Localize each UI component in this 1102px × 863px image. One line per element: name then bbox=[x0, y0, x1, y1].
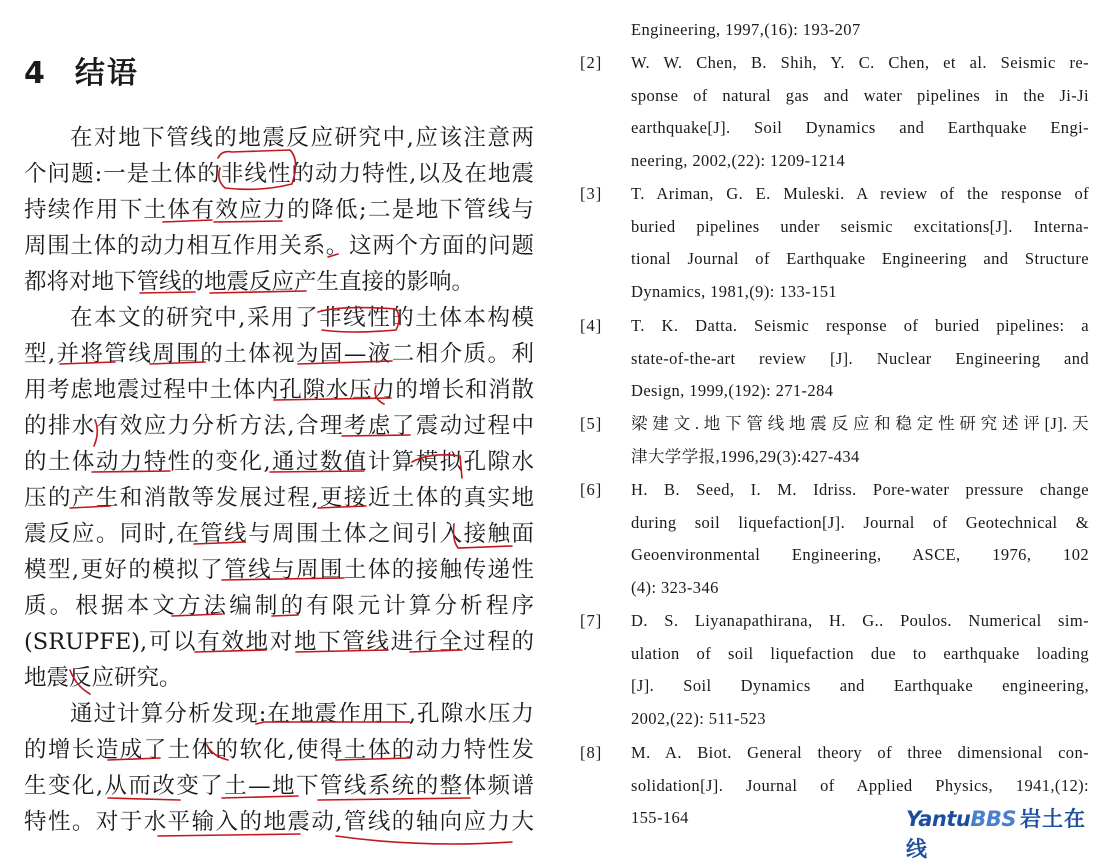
body-text-line: 通过计算分析发现:在地震作用下,孔隙水压力 bbox=[70, 701, 534, 727]
reference-text-line: D. S. Liyanapathirana, H. G.. Poulos. Numerical sim- bbox=[631, 611, 1089, 630]
reference-text-line: 津大学学报,1996,29(3):427-434 bbox=[631, 446, 860, 466]
reference-text-line: neering, 2002,(22): 1209-1214 bbox=[631, 150, 846, 170]
reference-number: [3] bbox=[580, 184, 603, 203]
body-text-line: 周围土体的动力相互作用关系。这两个方面的问题 bbox=[24, 233, 534, 259]
reference-text-line: solidation[J]. Journal of Applied Physics, 1941,(12): bbox=[631, 775, 1089, 795]
reference-text-line: Design, 1999,(192): 271-284 bbox=[631, 381, 834, 400]
watermark-text-bbs: BBS bbox=[970, 807, 1016, 831]
reference-number: [7] bbox=[580, 611, 603, 630]
reference-text-line: buried pipelines under seismic excitations[J]. Interna- bbox=[631, 216, 1089, 236]
reference-text-line: (4): 323-346 bbox=[631, 577, 719, 597]
references-column bbox=[578, 0, 1102, 850]
reference-number: [8] bbox=[580, 743, 603, 762]
reference-text-line: 155-164 bbox=[631, 808, 689, 827]
reference-text-line: during soil liquefaction[J]. Journal of Geotechnical & bbox=[631, 512, 1089, 532]
site-watermark-logo bbox=[906, 803, 1102, 863]
reference-number: [4] bbox=[580, 316, 603, 335]
body-text-line: 型,并将管线周围的土体视为固—液二相介质。利 bbox=[24, 341, 534, 367]
reference-text-line: T. K. Datta. Seismic response of buried pipelines: a bbox=[631, 316, 1089, 335]
reference-text-line: T. Ariman, G. E. Muleski. A review of the response of bbox=[631, 184, 1089, 203]
body-text-line: 个问题:一是土体的非线性的动力特性,以及在地震 bbox=[24, 161, 534, 187]
body-text-line: 质。根据本文方法编制的有限元计算分析程序 bbox=[24, 593, 534, 619]
reference-text-line: [J]. Soil Dynamics and Earthquake engineering, bbox=[631, 676, 1089, 695]
body-text-line: 模型,更好的模拟了管线与周围土体的接触传递性 bbox=[24, 557, 534, 583]
body-text-line: 在对地下管线的地震反应研究中,应该注意两 bbox=[70, 125, 534, 151]
body-text-line: 压的产生和消散等发展过程,更接近土体的真实地 bbox=[24, 485, 534, 511]
reference-text-line: Dynamics, 1981,(9): 133-151 bbox=[631, 281, 838, 301]
reference-number: [2] bbox=[580, 53, 603, 72]
body-text-line: 用考虑地震过程中土体内孔隙水压力的增长和消散 bbox=[24, 377, 534, 403]
section-heading bbox=[24, 48, 139, 92]
reference-text-line: Geoenvironmental Engineering, ASCE, 1976, 102 bbox=[631, 545, 1089, 564]
body-text-line: 的土体动力特性的变化,通过数值计算模拟孔隙水 bbox=[24, 449, 534, 475]
reference-text-line: earthquake[J]. Soil Dynamics and Earthquake Engi- bbox=[631, 118, 1089, 137]
reference-text-line: 2002,(22): 511-523 bbox=[631, 708, 766, 728]
body-text-line: 都将对地下管线的地震反应产生直接的影响。 bbox=[24, 269, 475, 295]
section-number: 4 bbox=[24, 56, 47, 91]
reference-text-line: H. B. Seed, I. M. Idriss. Pore-water pressure change bbox=[631, 480, 1089, 499]
reference-text-line: state-of-the-art review [J]. Nuclear Engineering and bbox=[631, 348, 1089, 368]
reference-text-line: tional Journal of Earthquake Engineering and Structure bbox=[631, 249, 1089, 268]
body-text-line: 地震反应研究。 bbox=[24, 665, 182, 691]
body-text-line: 震反应。同时,在管线与周围土体之间引入接触面 bbox=[24, 521, 534, 547]
reference-text-line: Engineering, 1997,(16): 193-207 bbox=[631, 20, 861, 39]
reference-text-line: sponse of natural gas and water pipelines in the Ji-Ji bbox=[631, 85, 1089, 105]
body-text-line: (SRUPFE),可以有效地对地下管线进行全过程的 bbox=[24, 629, 534, 655]
reference-text-line: M. A. Biot. General theory of three dimensional con- bbox=[631, 743, 1089, 762]
watermark-text-yantu: Yantu bbox=[906, 807, 971, 831]
reference-text-line: 梁建文.地下管线地震反应和稳定性研究述评[J].天 bbox=[631, 414, 1089, 433]
reference-text-line: W. W. Chen, B. Shih, Y. C. Chen, et al. Seismic re- bbox=[631, 53, 1089, 72]
body-text-line: 的增长造成了土体的软化,使得土体的动力特性发 bbox=[24, 737, 534, 763]
reference-number: [6] bbox=[580, 480, 603, 499]
body-text-line: 的排水有效应力分析方法,合理考虑了震动过程中 bbox=[24, 413, 534, 439]
body-text-line: 特性。对于水平输入的地震动,管线的轴向应力大 bbox=[24, 809, 534, 835]
body-text-line: 在本文的研究中,采用了非线性的土体本构模 bbox=[70, 305, 534, 331]
watermark-text-cn: 岩土在线 bbox=[906, 807, 1086, 861]
body-text-line: 持续作用下土体有效应力的降低;二是地下管线与 bbox=[24, 197, 534, 223]
body-text-line: 生变化,从而改变了土—地下管线系统的整体频谱 bbox=[24, 773, 534, 799]
reference-number: [5] bbox=[580, 414, 603, 433]
reference-text-line: ulation of soil liquefaction due to earthquake loading bbox=[631, 643, 1089, 663]
section-title: 结语 bbox=[74, 56, 139, 91]
